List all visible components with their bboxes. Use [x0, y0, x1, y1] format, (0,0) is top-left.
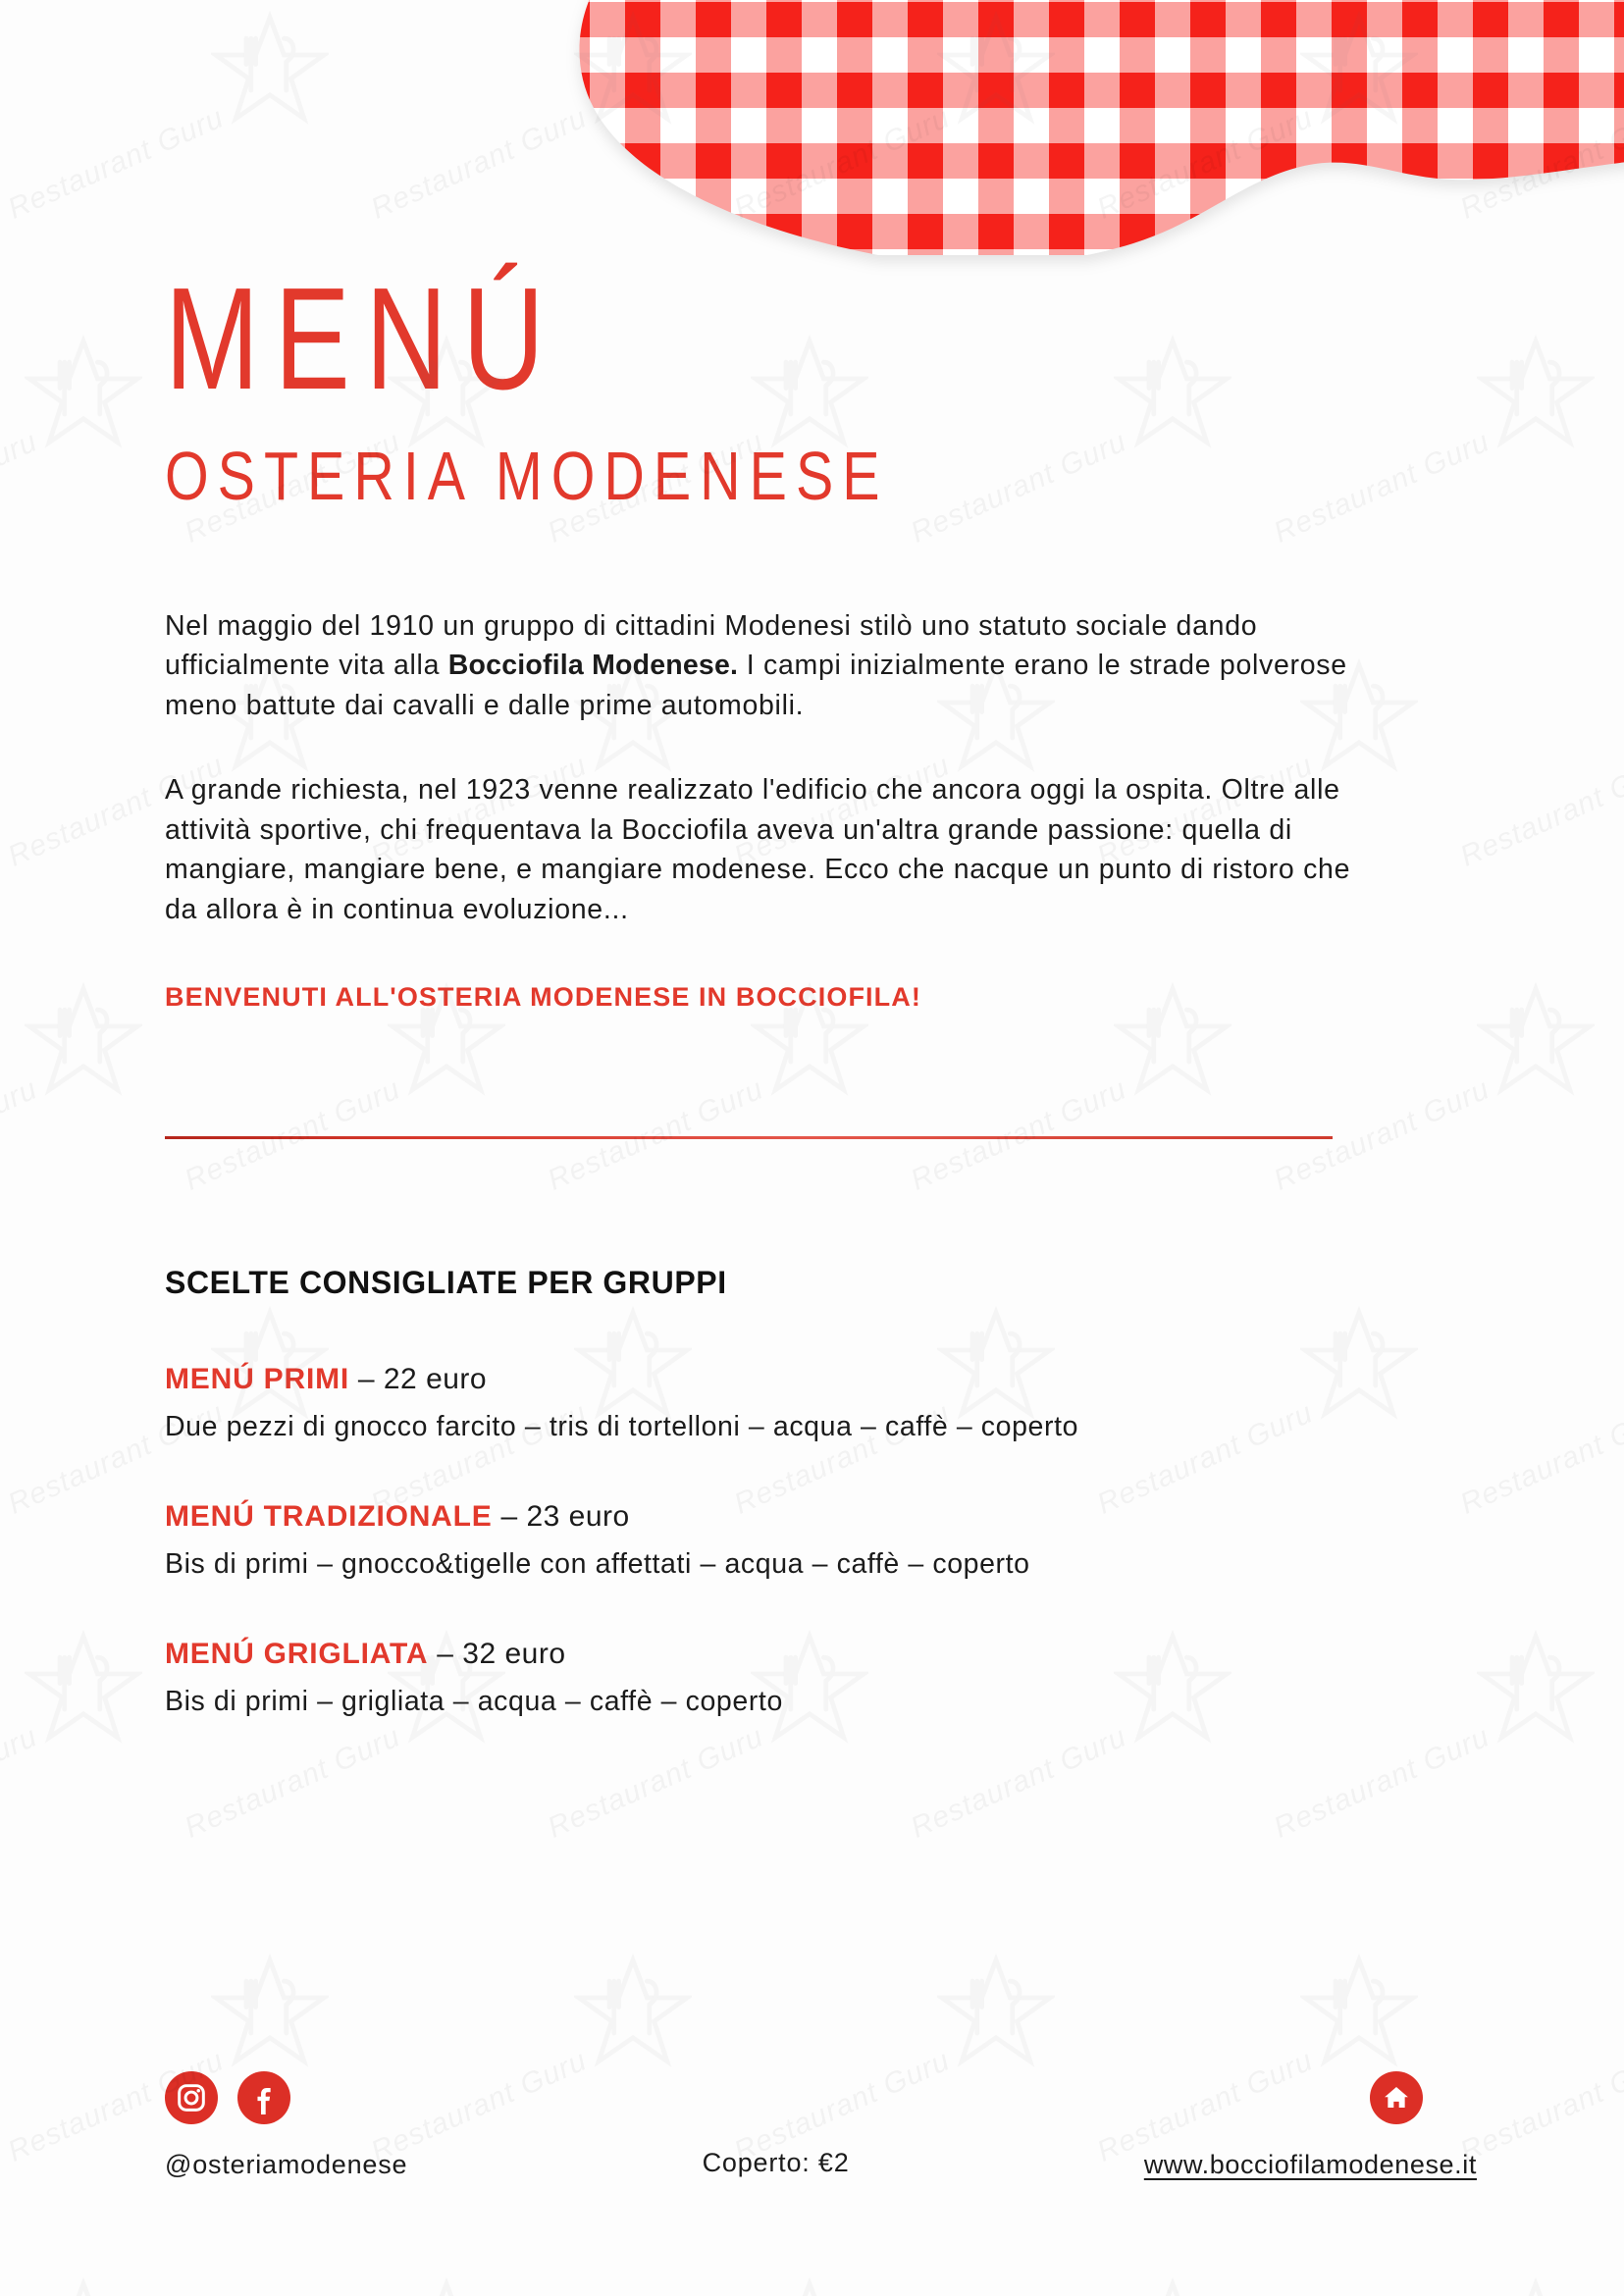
- watermark-text: [1269, 1720, 1494, 1845]
- social-handle: @osteriamodenese: [165, 2150, 408, 2179]
- home-icon[interactable]: [1370, 2071, 1423, 2124]
- watermark-text: [0, 1720, 42, 1845]
- menu-item-price: – 23 euro: [500, 1500, 630, 1534]
- bocciofila-bold: Bocciofila Modenese.: [447, 650, 739, 682]
- intro-p1-part2: I campi inizialmente erano le strade polverose meno battute dai cavalli e dalle prime automobili.: [165, 650, 1347, 721]
- intro-p1-part1: Nel maggio del 1910 un gruppo di cittadini Modenesi stilò uno statuto sociale dando ufficialmente vita alla: [165, 610, 1258, 682]
- watermark-logo-icon: [751, 2274, 868, 2296]
- instagram-glyph: [175, 2081, 208, 2114]
- watermark-logo-icon: [1114, 2274, 1231, 2296]
- social-icons: [165, 2071, 407, 2124]
- facebook-glyph: [247, 2081, 281, 2114]
- page-subtitle: OSTERIA MODENESE: [165, 438, 889, 514]
- instagram-icon[interactable]: [165, 2071, 218, 2124]
- menu-item-title: [165, 1362, 1477, 1397]
- footer: [0, 2071, 1624, 2180]
- page-title: MENÚ: [165, 258, 560, 420]
- menu-item: [165, 1362, 1477, 1443]
- footer-coperto-block: [703, 2148, 850, 2180]
- watermark-logo-icon: [574, 1951, 692, 2068]
- watermark-logo-icon: [211, 1951, 329, 2068]
- menu-item-name: MENÚ TRADIZIONALE: [165, 1500, 493, 1534]
- menu-item-name: MENÚ GRIGLIATA: [165, 1638, 429, 1671]
- watermark-logo-icon: [1300, 1951, 1418, 2068]
- menu-item: [165, 1499, 1477, 1581]
- watermark-logo-icon: [25, 2274, 142, 2296]
- menu-item-description: Bis di primi – grigliata – acqua – caffè – coperto: [165, 1686, 783, 1718]
- home-glyph: [1380, 2081, 1413, 2114]
- intro-paragraph-1: [165, 510, 1372, 725]
- coperto-label: Coperto: €2: [702, 2148, 850, 2177]
- menu-item-description: Due pezzi di gnocco farcito – tris di tortelloni – acqua – caffè – coperto: [165, 1411, 1079, 1443]
- menu-item: [165, 1637, 1477, 1718]
- menu-item-title: [165, 1637, 1477, 1672]
- welcome-line: BENVENUTI ALL'OSTERIA MODENESE IN BOCCIOFILA!: [165, 982, 921, 1013]
- intro-paragraph-2: A grande richiesta, nel 1923 venne realizzato l'edificio che ancora oggi la ospita. Oltre alle attività sportive, chi frequentava la Bocciofila aveva un'altra grande passione: quella di mangiare, mangiare bene, e mangiare modenese. Ecco che nacque un punto di ristoro che da allora è in continua evoluzione...: [165, 774, 1351, 925]
- footer-website-block: [1144, 2071, 1477, 2180]
- facebook-icon[interactable]: [237, 2071, 290, 2124]
- menu-items-list: [165, 1301, 1477, 1718]
- watermark-logo-icon: [388, 2274, 505, 2296]
- watermark-text: [180, 1720, 405, 1845]
- watermark-logo-icon: [1477, 2274, 1595, 2296]
- menu-item-name: MENÚ PRIMI: [165, 1363, 349, 1396]
- watermark-text: [543, 1720, 768, 1845]
- menu-item-price: – 22 euro: [357, 1363, 488, 1396]
- watermark-logo-icon: [937, 1951, 1055, 2068]
- menu-item-title: [165, 1499, 1477, 1535]
- menu-item-price: – 32 euro: [437, 1638, 566, 1671]
- section-heading-groups: SCELTE CONSIGLIATE PER GRUPPI: [165, 1265, 727, 1301]
- home-icon-wrapper: [1144, 2071, 1423, 2124]
- menu-item-description: Bis di primi – gnocco&tigelle con affettati – acqua – caffè – coperto: [165, 1548, 1030, 1581]
- footer-social-block: [165, 2071, 407, 2180]
- website-link[interactable]: www.bocciofilamodenese.it: [1143, 2150, 1477, 2179]
- watermark-text: [906, 1720, 1131, 1845]
